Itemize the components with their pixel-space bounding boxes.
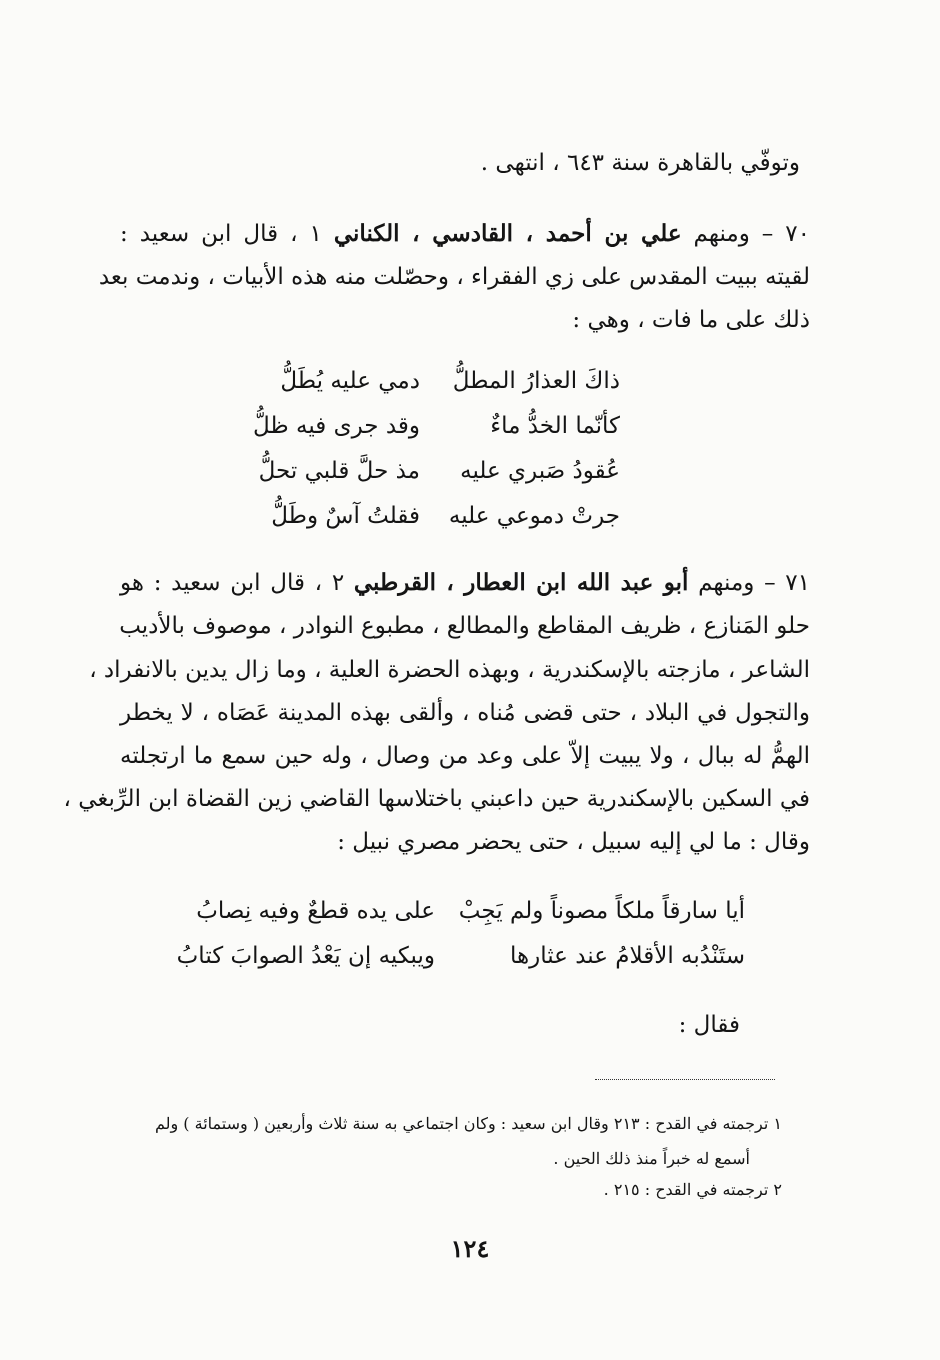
closing-line: فقال : (678, 1012, 740, 1038)
verse-first-hemistich: جرتْ دموعي عليه (448, 503, 620, 529)
verse-first-hemistich: كأنّما الخدُّ ماءٌ (490, 413, 620, 439)
entry-71-line (120, 568, 810, 598)
verse-first-hemistich: ذاكَ العذارُ المطلُّ (452, 368, 620, 394)
footnote: ١ ترجمته في القدح : ٢١٣ وقال ابن سعيد : وكان اجتماعي به سنة ثلاث وأربعين ( وستمائة ) ولم (154, 1114, 782, 1133)
verse-first-hemistich: ستَنْدُبه الأقلامُ عند عثارها (509, 943, 745, 969)
verse-first-hemistich: أيا سارقاً ملكاً مصوناً ولم يَجِبْ (458, 898, 745, 924)
verse-second-hemistich: مذ حلَّ قلبي تحلُّ (258, 458, 420, 484)
entry-71-person-name: أبو عبد الله ابن العطار ، القرطبي (353, 569, 689, 596)
footnote-continuation: أسمع له خبراً منذ ذلك الحين . (553, 1149, 750, 1168)
verse-second-hemistich: ويبكيه إن يَعْدُ الصوابَ كتابُ (176, 943, 435, 969)
footnote-separator (595, 1079, 775, 1080)
page-number: ١٢٤ (450, 1234, 490, 1263)
entry-70-line-text: ١ ، قال ابن سعيد : (120, 221, 334, 247)
entry-71-line: الهمُّ له ببال ، ولا يبيت إلاّ على وعد من وصال ، وله حين سمع ما ارتجلته (120, 743, 810, 769)
entry-71-line-text: ٢ ، قال ابن سعيد : هو (120, 570, 354, 596)
intro-line: وتوفّي بالقاهرة سنة ٦٤٣ ، انتهى . (480, 150, 800, 176)
verse-first-hemistich: عُقودُ صَبري عليه (460, 458, 620, 484)
entry-71-line: حلو المَنازع ، ظريف المقاطع والمطالع ، مطبوع النوادر ، موصوف بالأديب (119, 613, 810, 639)
verse-second-hemistich: وقد جرى فيه ظلُّ (252, 413, 420, 439)
entry-71-line: والتجول في البلاد ، حتى قضى مُناه ، وألقى بهذه المدينة عَصَاه ، لا يخطر (120, 700, 810, 726)
verse-second-hemistich: على يده قطعٌ وفيه نِصابُ (196, 898, 435, 924)
entry-71-line: وقال : ما لي إليه سبيل ، حتى يحضر مصري نبيل : (337, 829, 810, 855)
entry-71-line: الشاعر ، مازجته بالإسكندرية ، وبهذه الحضرة العلية ، وما زال يدين بالانفراد ، (89, 657, 810, 683)
entry-70-line (120, 219, 810, 249)
entry-70-line: ذلك على ما فات ، وهي : (572, 307, 810, 333)
entry-70-line-text: ٧٠ – ومنهم (681, 221, 810, 247)
entry-70-line: لقيته ببيت المقدس على زي الفقراء ، وحصّلت منه هذه الأبيات ، وندمت بعد (98, 264, 810, 290)
entry-70-person-name: علي بن أحمد ، القادسي ، الكناني (333, 220, 682, 247)
verse-second-hemistich: دمي عليه يُطَلُّ (280, 368, 420, 394)
footnote: ٢ ترجمته في القدح : ٢١٥ . (603, 1180, 782, 1199)
verse-second-hemistich: فقلتُ آسٌ وطَلُّ (271, 503, 420, 529)
entry-71-line: في السكين بالإسكندرية حين داعبني باختلاسها القاضي زين القضاة ابن الرِّبغي ، (63, 786, 810, 812)
entry-71-line-text: ٧١ – ومنهم (688, 570, 810, 596)
